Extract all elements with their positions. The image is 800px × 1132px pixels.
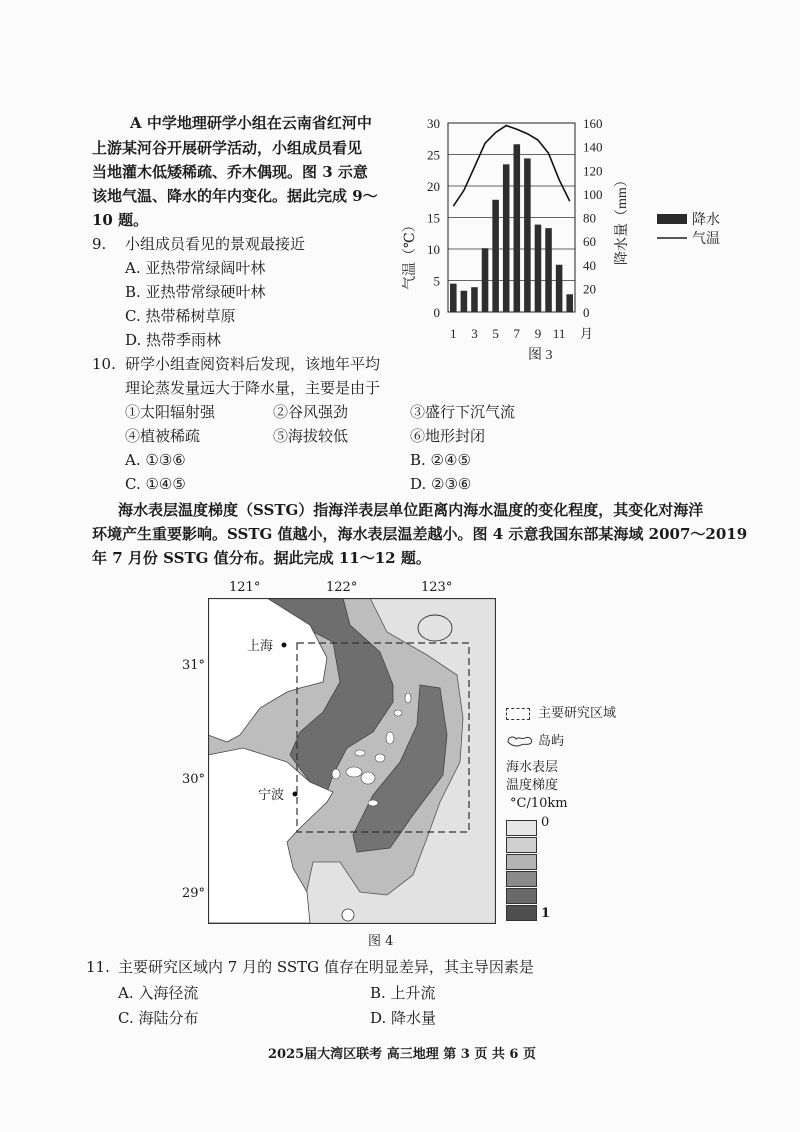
lat-label: 31° (182, 658, 206, 673)
question-stem: 主要研究区域内 7 月的 SSTG 值存在明显差异，其主导因素是 (118, 958, 534, 976)
x-tick-label: 1 (450, 326, 457, 341)
contour-ring (342, 909, 354, 921)
precip-bar (556, 265, 563, 312)
legend-study-area: 主要研究区域 (538, 706, 617, 721)
city-dot-ningbo (293, 792, 298, 797)
city-dot-shanghai (282, 643, 287, 648)
option-b: B. 上升流 (370, 984, 436, 1002)
legend-label-temp: 气温 (692, 232, 720, 247)
x-tick-label: 5 (492, 326, 499, 341)
option-d: D. 降水量 (370, 1009, 437, 1027)
left-tick-label: 5 (433, 273, 440, 289)
left-tick-label: 30 (427, 116, 440, 131)
right-tick-label: 160 (583, 116, 603, 131)
right-tick-label: 140 (583, 139, 603, 155)
precip-bar (503, 164, 510, 312)
option-d: D. 热带季雨林 (125, 331, 222, 349)
lon-label: 122° (326, 580, 358, 595)
legend-swatch-precip (657, 214, 687, 224)
question-stem: 研学小组查阅资料后发现，该地年平均 (125, 355, 381, 373)
x-tick-label: 7 (513, 326, 521, 341)
right-tick-label: 60 (583, 234, 596, 250)
precip-bar (461, 291, 468, 312)
scale-swatch (506, 871, 537, 887)
right-axis-label: 降水量（mm） (615, 173, 630, 265)
contour-ring (418, 615, 452, 641)
climate-chart (400, 110, 740, 365)
x-tick-label: 3 (471, 326, 478, 341)
precip-bar (566, 294, 573, 312)
option-a: A. 入海径流 (118, 984, 199, 1002)
option-c: C. 热带稀树草原 (125, 307, 236, 325)
dashed-box-icon (506, 708, 530, 720)
temperature-line (453, 126, 569, 207)
left-tick-label: 10 (427, 242, 440, 257)
right-tick-label: 0 (583, 305, 590, 320)
scale-min-label: 0 (541, 815, 550, 830)
precip-bar (450, 284, 457, 312)
scale-swatch (506, 854, 537, 870)
question-stem: 小组成员看见的景观最接近 (125, 235, 306, 253)
page-footer: 2025届大湾区联考 高三地理 第 3 页 共 6 页 (268, 1047, 536, 1062)
precip-bar (535, 225, 542, 312)
island-outline-icon (506, 734, 534, 748)
intro-line: 年 7 月份 SSTG 值分布。据此完成 11～12 题。 (92, 549, 431, 567)
option-b: B. ②④⑤ (410, 451, 471, 469)
item: ⑤海拔较低 (273, 427, 349, 445)
legend-label-precip: 降水 (692, 213, 720, 228)
question-number: 10. (92, 355, 116, 373)
option-a: A. 亚热带常绿阔叶林 (125, 259, 266, 277)
scale-max-label: 1 (541, 906, 551, 921)
right-tick-label: 20 (583, 281, 596, 297)
intro-line: A 中学地理研学小组在云南省红河中 (130, 114, 372, 132)
x-unit: 月 (580, 326, 594, 341)
right-tick-label: 120 (583, 163, 603, 179)
precip-bar (524, 158, 531, 312)
item: ③盛行下沉气流 (410, 403, 516, 421)
intro-line: 上游某河谷开展研学活动，小组成员看见 (92, 139, 363, 157)
question-number: 11. (86, 958, 110, 976)
scale-swatch (506, 820, 537, 836)
legend-scale-title: 温度梯度 (506, 778, 559, 793)
map-caption: 图 4 (368, 934, 394, 949)
right-tick-label: 40 (583, 257, 596, 273)
intro-line: 该地气温、降水的年内变化。据此完成 9～ (92, 187, 378, 205)
legend-island: 岛屿 (538, 734, 565, 749)
right-tick-label: 100 (583, 186, 603, 202)
intro-line: 环境产生重要影响。SSTG 值越小，海水表层温差越小。图 4 示意我国东部某海域 2007～2019 (92, 525, 748, 543)
option-c: C. 海陆分布 (118, 1009, 199, 1027)
item: ⑥地形封闭 (410, 427, 486, 445)
precip-bar (471, 287, 478, 312)
precip-bar (482, 248, 489, 312)
gradient-scale (506, 820, 537, 922)
precip-bar (514, 144, 521, 312)
scale-swatch (506, 905, 537, 921)
legend-scale-unit: °C/10km (510, 796, 568, 811)
intro-line: 海水表层温度梯度（SSTG）指海洋表层单位距离内海水温度的变化程度，其变化对海洋 (118, 501, 704, 519)
lat-label: 29° (182, 886, 206, 901)
lat-label: 30° (182, 772, 206, 787)
option-d: D. ②③⑥ (410, 475, 472, 493)
scale-swatch (506, 888, 537, 904)
left-tick-label: 15 (427, 210, 440, 226)
intro-line: 10 题。 (92, 211, 149, 229)
precip-bar (545, 228, 552, 312)
question-stem: 理论蒸发量远大于降水量，主要是由于 (125, 379, 381, 397)
legend-scale-title: 海水表层 (506, 760, 559, 775)
right-tick-label: 80 (583, 210, 596, 226)
option-b: B. 亚热带常绿硬叶林 (125, 283, 266, 301)
scale-swatch (506, 837, 537, 853)
left-axis-label: 气温（℃） (403, 218, 418, 290)
left-tick-label: 20 (427, 179, 440, 194)
lon-label: 121° (229, 580, 261, 595)
chart-caption: 图 3 (528, 348, 553, 363)
question-number: 9. (92, 235, 107, 253)
item: ②谷风强劲 (273, 403, 349, 421)
x-tick-label: 11 (552, 326, 566, 341)
x-tick-label: 9 (534, 326, 542, 341)
option-c: C. ①④⑤ (125, 475, 186, 493)
item: ④植被稀疏 (125, 427, 201, 445)
left-tick-label: 25 (427, 147, 440, 163)
city-label-ningbo: 宁波 (258, 788, 285, 803)
city-label-shanghai: 上海 (247, 639, 274, 654)
lon-label: 123° (421, 580, 453, 595)
precip-bar (492, 200, 499, 312)
item: ①太阳辐射强 (125, 403, 216, 421)
left-tick-label: 0 (433, 305, 440, 320)
option-a: A. ①③⑥ (125, 451, 186, 469)
intro-line: 当地灌木低矮稀疏、乔木偶现。图 3 示意 (92, 163, 368, 181)
